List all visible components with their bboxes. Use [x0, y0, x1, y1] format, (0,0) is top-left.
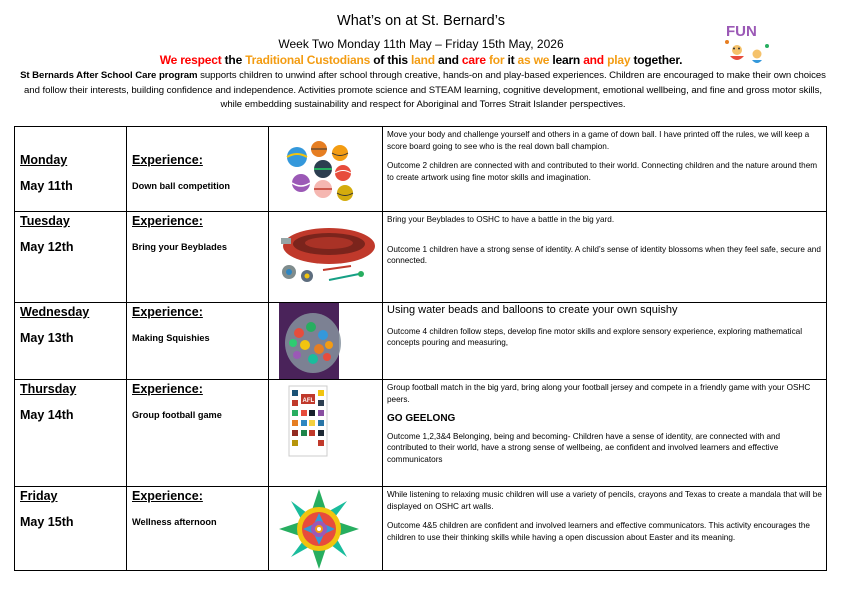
- description-cell: [383, 212, 827, 303]
- experience-heading: Experience:: [132, 382, 203, 396]
- fun-text: FUN: [726, 23, 757, 40]
- squishy-image: [269, 303, 383, 379]
- day-cell: [15, 127, 127, 212]
- outcome-text: Outcome 4 children follow steps, develop fine motor skills and explore sensory experience, exploring mathematical concepts pouring and measuring,: [387, 326, 803, 348]
- outcome-text: Outcome 4&5 children are confident and involved learners and effective communicators. This activity encourages the children to use their thinking skills while having a open discussion about Easter and its meaning.: [387, 521, 810, 542]
- intro-bold: St Bernards After School Care program: [20, 70, 198, 81]
- experience-title: Making Squishies: [132, 333, 210, 343]
- week-subtitle: Week Two Monday 11th May – Friday 15th May, 2026: [278, 37, 564, 51]
- day-name: Wednesday: [20, 305, 90, 319]
- afl-jerseys-image: [269, 380, 383, 486]
- experience-cell: [127, 487, 269, 571]
- experience-heading: Experience:: [132, 489, 203, 503]
- schedule-row-thursday: [15, 380, 827, 487]
- description-cell: [383, 380, 827, 487]
- experience-title: Wellness afternoon: [132, 517, 217, 527]
- day-cell: [15, 303, 127, 380]
- image-cell: [269, 380, 383, 487]
- experience-title: Group football game: [132, 410, 222, 420]
- description-text: Using water beads and balloons to create your own squishy: [387, 304, 678, 316]
- outcome-text: Outcome 2 children are connected with and contributed to their world. Connecting children and the nature around them to create artwork using fine motor skills and imagination.: [387, 161, 818, 182]
- description-text: Move your body and challenge yourself and others in a game of down ball. I have printed off the rules, we will keep a score board going to see who is the real down ball champion.: [387, 130, 810, 151]
- day-date: May 15th: [20, 515, 74, 529]
- weekly-schedule-table: [14, 126, 827, 571]
- image-cell: [269, 303, 383, 380]
- day-cell: [15, 487, 127, 571]
- day-cell: [15, 212, 127, 303]
- outcome-text: Outcome 1 children have a strong sense of identity. A child’s sense of identity blossoms when they feel safe, secure and connected.: [387, 244, 821, 266]
- day-name: Friday: [20, 489, 58, 503]
- mandala-image: [269, 487, 383, 570]
- program-intro: [20, 69, 826, 113]
- day-name: Thursday: [20, 382, 77, 396]
- description-text: Group football match in the big yard, bring along your football jersey and compete in a friendly game with your OSHC peers.: [387, 383, 811, 404]
- day-name: Monday: [20, 153, 68, 167]
- experience-heading: Experience:: [132, 214, 203, 228]
- image-cell: [269, 212, 383, 303]
- experience-title: Down ball competition: [132, 181, 230, 191]
- outcome-text: Outcome 1,2,3&4 Belonging, being and becoming- Children have a sense of identity, are connected with and contributed to their world, have a strong sense of wellbeing, ae confident and involved learners and effective communicators: [387, 431, 781, 464]
- description-cell: [383, 127, 827, 212]
- experience-cell: [127, 303, 269, 380]
- page-title: What’s on at St. Bernard’s: [337, 13, 505, 29]
- schedule-row-wednesday: [15, 303, 827, 380]
- description-text: Bring your Beyblades to OSHC to have a battle in the big yard.: [387, 215, 615, 224]
- day-date: May 13th: [20, 331, 74, 345]
- day-date: May 12th: [20, 240, 74, 254]
- fun-logo: [721, 20, 773, 66]
- experience-cell: [127, 380, 269, 487]
- experience-cell: [127, 127, 269, 212]
- respect-statement: We respect the Traditional Custodians of this land and care for it as we learn and play together.: [159, 53, 683, 67]
- image-cell: [269, 487, 383, 571]
- description-text: While listening to relaxing music children will use a variety of pencils, crayons and Texas to create a mandala that will be displayed on OSHC art walls.: [387, 490, 822, 511]
- description-cell: [383, 303, 827, 380]
- experience-title: Bring your Beyblades: [132, 242, 227, 252]
- experience-cell: [127, 212, 269, 303]
- image-cell: [269, 127, 383, 212]
- experience-heading: Experience:: [132, 305, 203, 319]
- intro-text: supports children to unwind after school through creative, hands-on and play-based experiences. Children are encouraged to make their own choices and follow their interests, building confidence and independence. Activities promote science and STEAM learning, cognitive development, emotional wellbeing, and fine and gross motor skills, while embedding sustainability and respect for Aboriginal and Torres Strait Islander perspectives.: [24, 70, 826, 111]
- highlight-text: GO GEELONG: [387, 413, 456, 425]
- afl-logo-text: AFL: [302, 398, 315, 404]
- schedule-row-friday: [15, 487, 827, 571]
- schedule-row-tuesday: [15, 212, 827, 303]
- day-cell: [15, 380, 127, 487]
- schedule-row-monday: [15, 127, 827, 212]
- description-cell: [383, 487, 827, 571]
- day-date: May 14th: [20, 408, 74, 422]
- day-name: Tuesday: [20, 214, 70, 228]
- experience-heading: Experience:: [132, 153, 203, 167]
- beyblade-stadium-image: [269, 212, 383, 302]
- day-date: May 11th: [20, 179, 73, 193]
- down-balls-image: [269, 127, 383, 211]
